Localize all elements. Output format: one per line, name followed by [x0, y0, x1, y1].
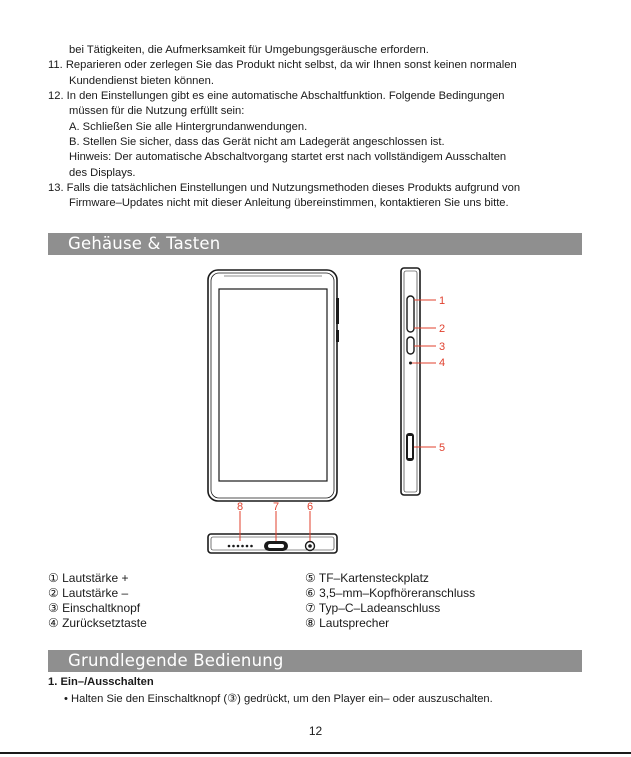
callout-4: 4 [439, 357, 446, 369]
intro-line-10: 13. Falls die tatsächlichen Einstellungen und Nutzungsmethoden dieses Produkts aufgrund von [48, 182, 521, 194]
device-diagram [0, 260, 631, 580]
callout-3: 3 [439, 341, 446, 353]
callout-5: 5 [439, 442, 446, 454]
device-bottom-view [208, 534, 337, 553]
legend-tf-card-slot: ⑤ TF–Kartensteckplatz [305, 571, 429, 585]
callout-1: 1 [439, 295, 446, 307]
intro-line-8: Hinweis: Der automatische Abschaltvorgang startet erst nach vollständigem Ausschalten [69, 151, 507, 163]
legend-volume-down: ② Lautstärke – [48, 586, 129, 600]
intro-line-6: A. Schließen Sie alle Hintergrundanwendungen. [69, 121, 308, 133]
section-heading-housing-buttons: Gehäuse & Tasten [48, 233, 582, 255]
device-side-view [401, 268, 420, 495]
legend-volume-up: ① Lautstärke + [48, 571, 129, 585]
callout-6: 6 [307, 501, 314, 513]
intro-line-1: bei Tätigkeiten, die Aufmerksamkeit für Umgebungsgeräusche erfordern. [69, 44, 429, 56]
legend-power-button: ③ Einschaltknopf [48, 601, 141, 615]
page-number: 12 [308, 724, 323, 738]
intro-line-5: müssen für die Nutzung erfüllt sein: [69, 105, 245, 117]
callout-7: 7 [273, 501, 280, 513]
step-1-title: 1. Ein–/Ausschalten [48, 676, 154, 688]
section-heading-basic-operation: Grundlegende Bedienung [48, 650, 582, 672]
legend-reset-button: ④ Zurücksetztaste [48, 616, 147, 630]
legend-headphone-jack: ⑥ 3,5–mm–Kopfhöreranschluss [305, 586, 476, 600]
intro-line-7: B. Stellen Sie sicher, dass das Gerät nicht am Ladegerät angeschlossen ist. [69, 136, 445, 148]
legend-usb-c-port: ⑦ Typ–C–Ladeanschluss [305, 601, 441, 615]
step-1-text: • Halten Sie den Einschaltknopf (③) gedrückt, um den Player ein– oder auszuschalten. [64, 693, 493, 705]
callout-8: 8 [237, 501, 244, 513]
intro-line-9: des Displays. [69, 167, 136, 179]
footer-rule [0, 752, 631, 754]
intro-line-2: 11. Reparieren oder zerlegen Sie das Produkt nicht selbst, da wir Ihnen sonst keinen normalen [48, 59, 517, 71]
legend-speaker: ⑧ Lautsprecher [305, 616, 390, 630]
device-front-view [208, 270, 339, 501]
intro-line-3: Kundendienst bieten können. [69, 75, 214, 87]
callout-2: 2 [439, 323, 446, 335]
intro-line-4: 12. In den Einstellungen gibt es eine automatische Abschaltfunktion. Folgende Bedingungen [48, 90, 505, 102]
intro-line-11: Firmware–Updates nicht mit dieser Anleitung übereinstimmen, kontaktieren Sie uns bitte. [69, 197, 509, 209]
